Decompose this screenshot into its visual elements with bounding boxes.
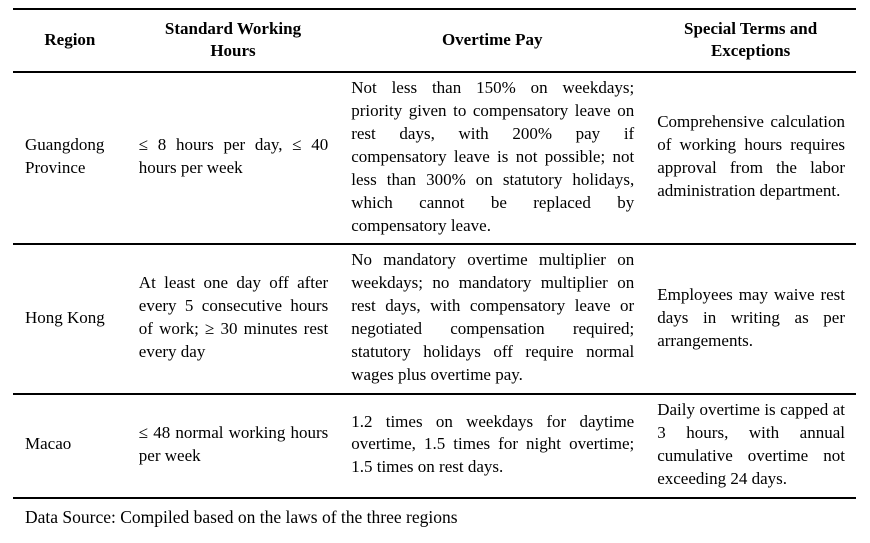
table-row-guangdong <box>13 72 856 245</box>
labor-regulations-comparison-table <box>13 8 856 499</box>
special-terms-cell: Employees may waive rest days in writing as per arrangements. <box>657 284 845 350</box>
overtime-pay-cell: 1.2 times on weekdays for daytime overtime, 1.5 times for night overtime; 1.5 times on rest days. <box>351 411 635 477</box>
col-header-special-terms: Special Terms and Exceptions <box>645 9 856 72</box>
standard-hours-cell: ≤ 48 normal working hours per week <box>138 423 329 465</box>
region-cell: Hong Kong <box>25 307 105 327</box>
overtime-pay-cell: Not less than 150% on weekdays; priority given to compensatory leave on rest days, with 200% pay if compensatory leave is not possible; not less than 300% on statutory holidays, which cannot be replaced by compensatory leave. <box>351 77 635 235</box>
standard-hours-cell: At least one day off after every 5 consecutive hours of work; ≥ 30 minutes rest every day <box>138 273 329 362</box>
table-row-macao <box>13 394 856 498</box>
table-row-hong-kong <box>13 244 856 394</box>
overtime-pay-cell: No mandatory overtime multiplier on weekdays; no mandatory multiplier on rest days, with compensatory leave or negotiated compensation required; statutory holidays off require normal wages plus overtime pay. <box>351 250 635 385</box>
table-header-row <box>13 9 856 72</box>
col-header-standard-working-hours: Standard Working Hours <box>127 9 339 72</box>
special-terms-cell: Daily overtime is capped at 3 hours, with annual cumulative overtime not exceeding 24 days. <box>657 400 845 488</box>
data-source-note: Data Source: Compiled based on the laws of the three regions <box>25 506 458 527</box>
standard-hours-cell: ≤ 8 hours per day, ≤ 40 hours per week <box>138 135 329 178</box>
col-header-region: Region <box>13 9 127 72</box>
special-terms-cell: Comprehensive calculation of working hours requires approval from the labor administration department. <box>657 112 845 201</box>
col-header-overtime-pay: Overtime Pay <box>339 9 645 72</box>
region-cell: Guangdong Province <box>25 135 105 178</box>
region-cell: Macao <box>25 434 72 454</box>
